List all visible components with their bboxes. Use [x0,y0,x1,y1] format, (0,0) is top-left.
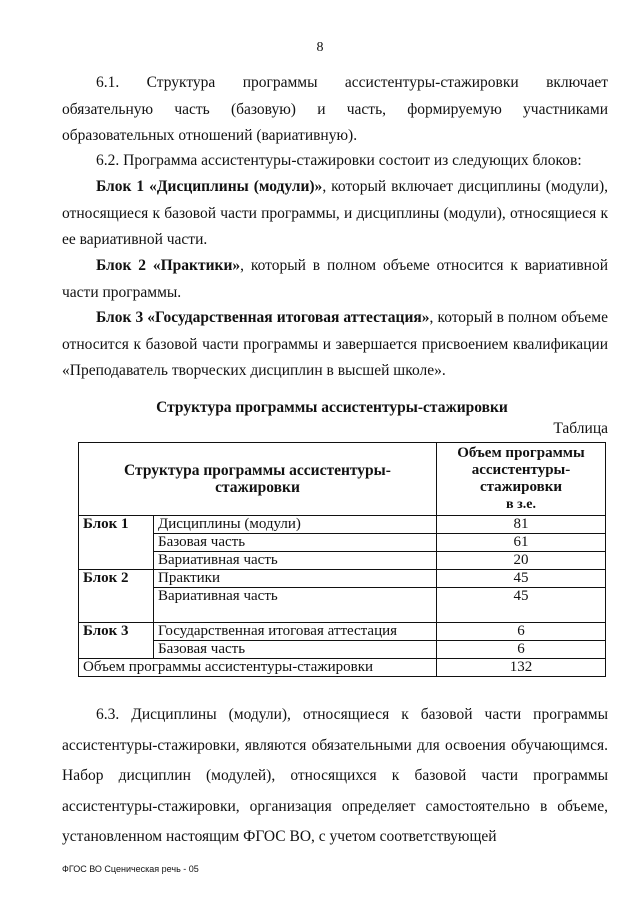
table-header-structure: Структура программы ассистентуры-стажировки [79,443,437,516]
table-total-value: 132 [437,659,606,677]
table-cell-name: Дисциплины (модули) [154,516,437,534]
paragraph-6-3: 6.3. Дисциплины (модули), относящиеся к базовой части программы ассистентуры-стажировки, являются обязательными для освоения обучающимся. Набор дисциплин (модулей), относящихся к базовой части программы ассистентуры-стажировки, организация определяет самостоятельно в объеме, установленном настоящим ФГОС ВО, с учетом соответствующей [62,706,608,845]
table-header-unit: в з.е. [506,497,536,512]
table-cell-name: Вариативная часть [154,588,437,623]
table-cell-value: 6 [437,623,606,641]
table-row [79,570,606,588]
table-row [79,516,606,534]
block-1-title: Блок 1 «Дисциплины (модули)» [96,178,323,195]
table-cell-name: Базовая часть [154,534,437,552]
table-cell-value: 61 [437,534,606,552]
table-cell-block: Блок 2 [79,570,154,623]
paragraph-6-2: 6.2. Программа ассистентуры-стажировки состоит из следующих блоков: [96,152,582,169]
block-3-text: , который в полном объеме относится к базовой части программы и завершается присвоением квалификации «Преподаватель творческих дисциплин в высшей школе». [62,309,608,379]
table-row [79,534,606,552]
table-total-row [79,659,606,677]
paragraph-6-1: 6.1. Структура программы ассистентуры-стажировки включает обязательную часть (базовую) и часть, формируемую участниками образовательных отношений (вариативную). [62,74,608,144]
page-footer: ФГОС ВО Сценическая речь - 05 [62,864,199,874]
table-cell-block: Блок 1 [79,516,154,570]
table-cell-name: Практики [154,570,437,588]
block-3-title: Блок 3 «Государственная итоговая аттестация» [96,309,430,326]
structure-table [78,442,606,677]
table-total-label: Объем программы ассистентуры-стажировки [79,659,437,677]
table-row [79,552,606,570]
table-header-volume-label: Объем программы ассистентуры-стажировки [457,445,585,495]
block-2-text: , который в полном объеме относится к вариативной части программы. [62,257,608,301]
table-cell-block: Блок 3 [79,623,154,659]
table-row [79,588,606,623]
table-cell-value: 45 [437,570,606,588]
table-cell-value: 20 [437,552,606,570]
table-cell-value: 81 [437,516,606,534]
paragraph-block-1 [62,174,608,254]
table-label: Таблица [553,420,608,437]
paragraph-block-3 [62,305,608,385]
table-cell-name: Вариативная часть [154,552,437,570]
table-cell-name: Государственная итоговая аттестация [154,623,437,641]
table-header-volume [437,443,606,516]
table-cell-name: Базовая часть [154,641,437,659]
paragraph-block-2 [62,253,608,306]
table-cell-value: 45 [437,588,606,623]
table-header-row [79,443,606,516]
block-2-title: Блок 2 «Практики» [96,257,241,274]
block-1-text: , который включает дисциплины (модули), относящиеся к базовой части программы, и дисциплины (модули), относящиеся к ее вариативной части. [62,178,608,248]
page-number: 8 [316,40,324,55]
table-row [79,623,606,641]
table-caption: Структура программы ассистентуры-стажировки [156,399,508,416]
table-row [79,641,606,659]
table-cell-value: 6 [437,641,606,659]
